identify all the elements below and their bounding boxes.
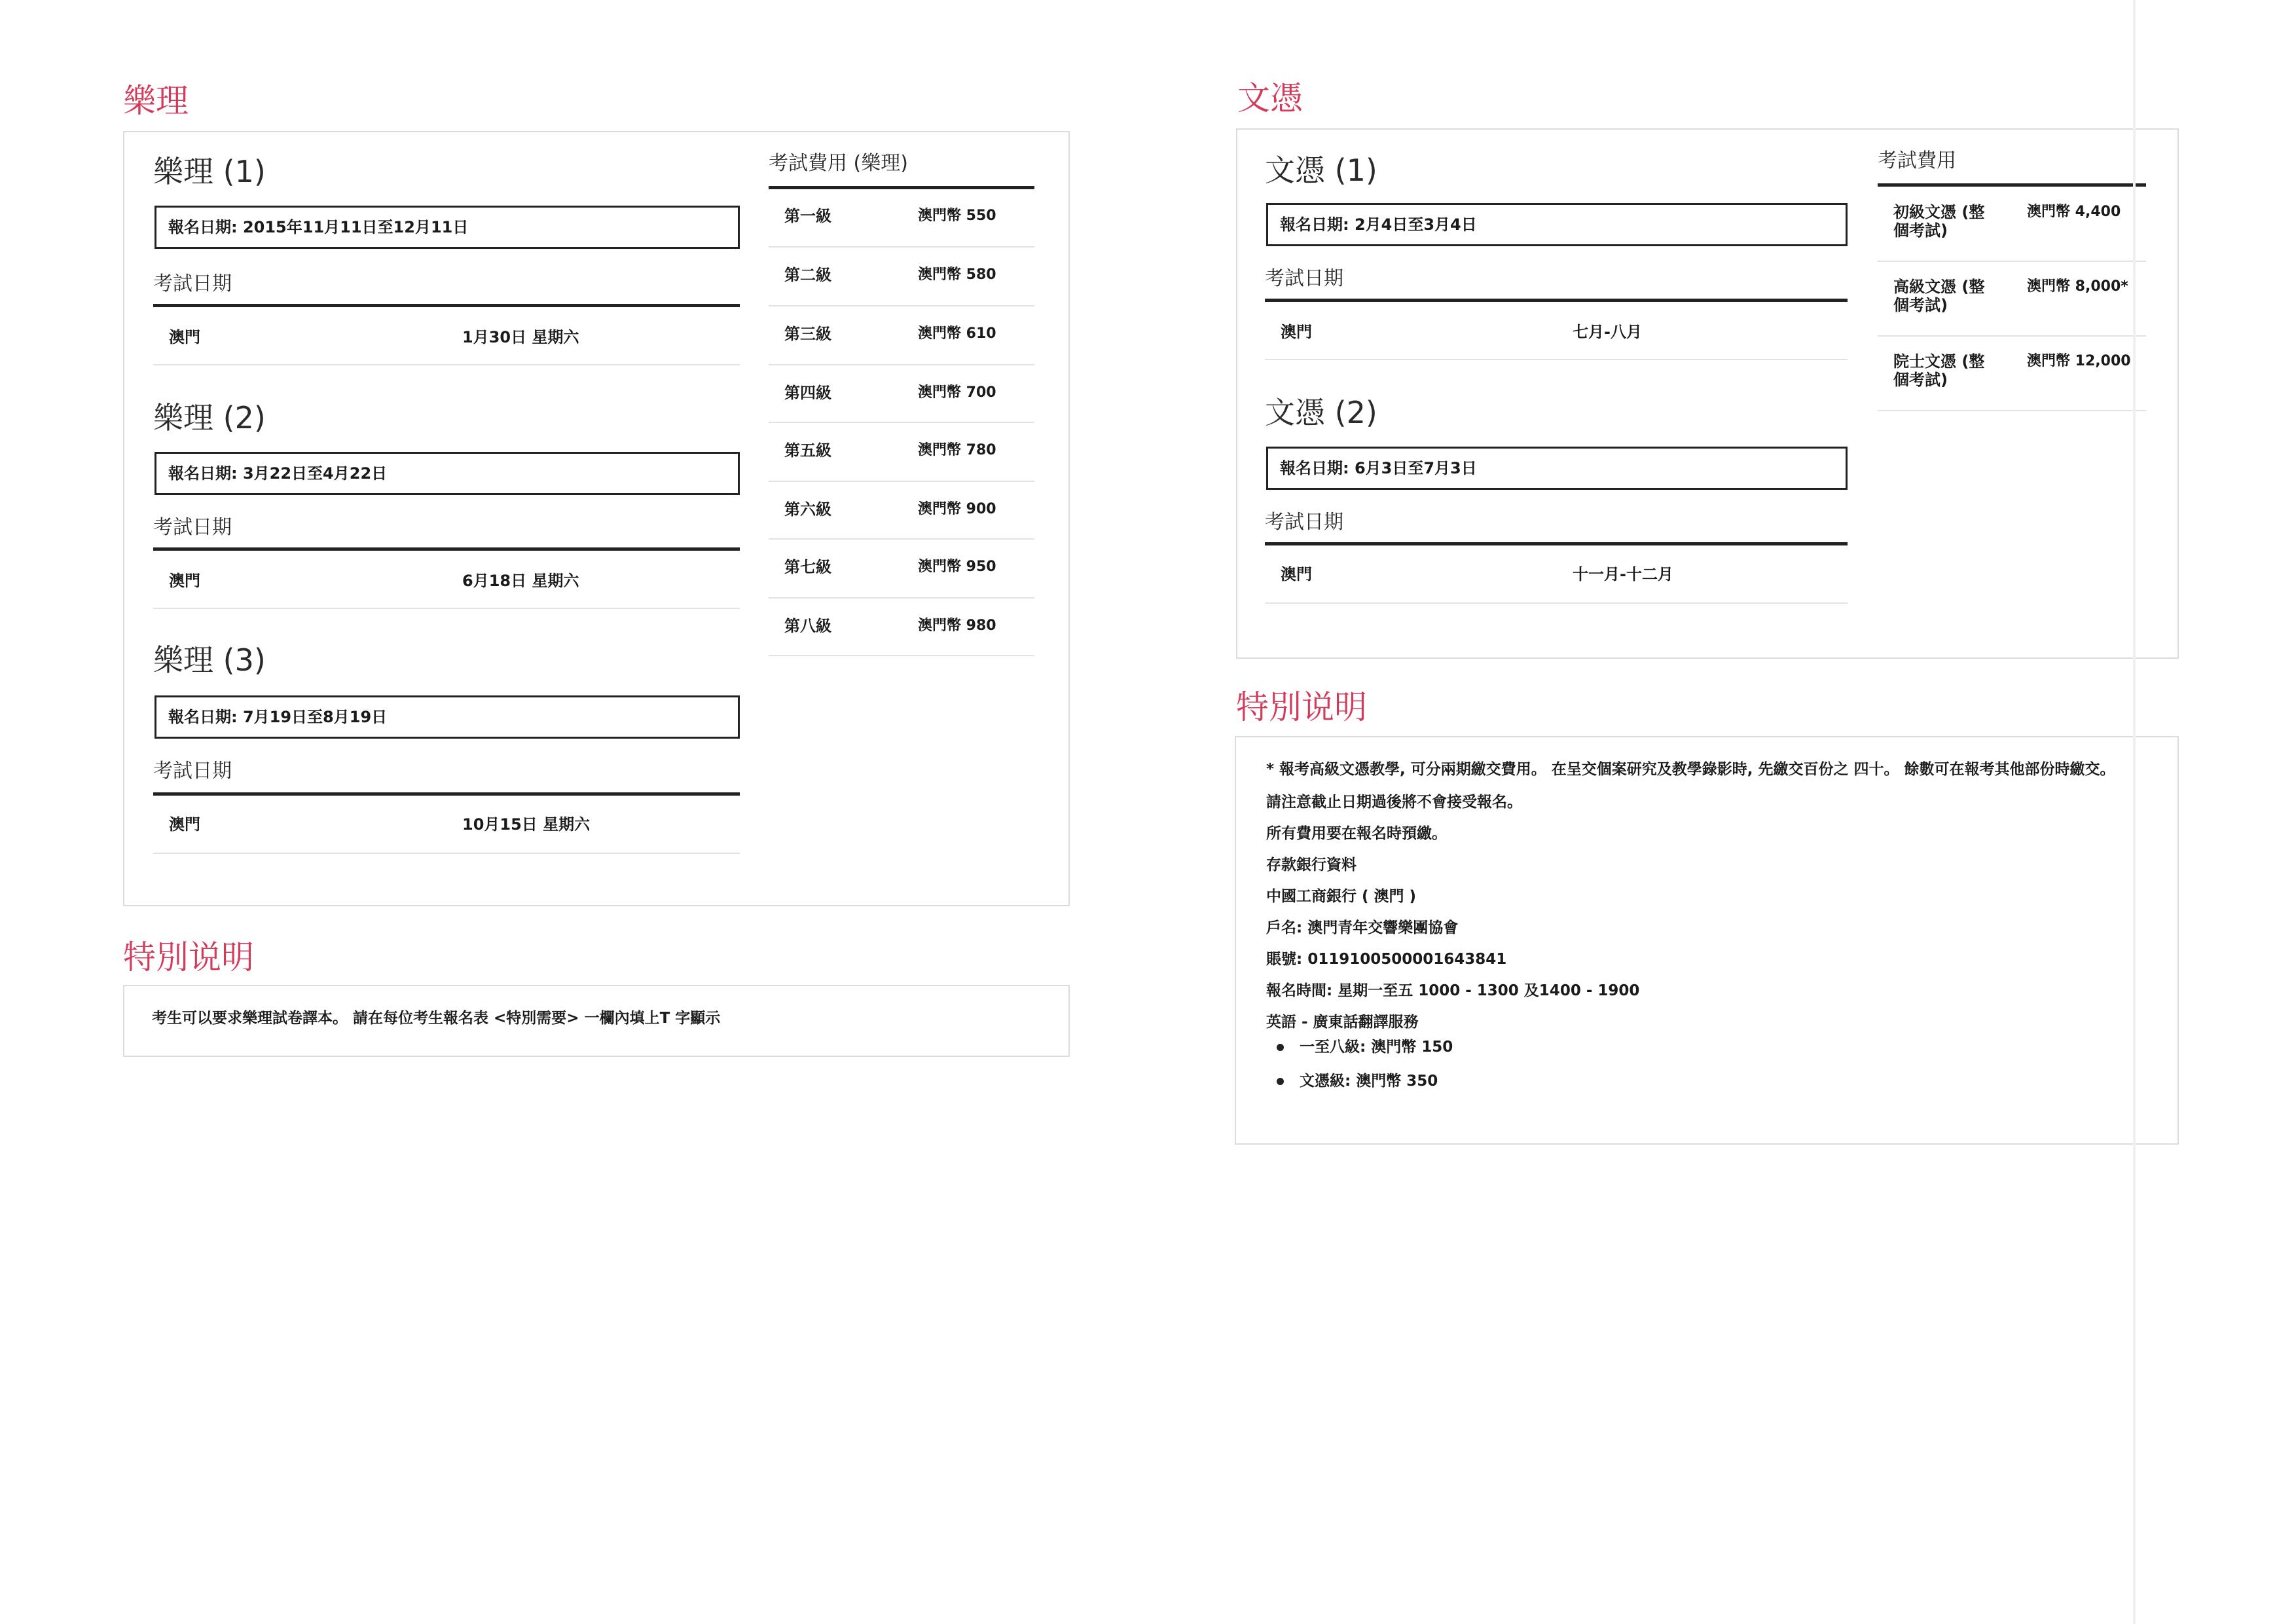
yueli-session-3-registration: 報名日期: 7月19日至8月19日	[155, 695, 740, 739]
bullet-dot-icon	[1277, 1078, 1284, 1085]
yueli-session-3-date: 10月15日 星期六	[462, 815, 591, 834]
fee-label: 第八級	[784, 617, 831, 635]
yueli-session-2-city: 澳門	[169, 572, 200, 590]
note-line: 所有費用要在報名時預繳。	[1266, 825, 1447, 842]
yueli-note-text: 考生可以要求樂理試卷譯本。 請在每位考生報名表 <特別需要> 一欄內填上T 字顯示	[152, 1010, 721, 1027]
divider	[153, 547, 740, 551]
divider	[1878, 183, 2146, 187]
wenping-session-1-title: 文憑 (1)	[1265, 153, 1377, 188]
yueli-session-1-date: 1月30日 星期六	[462, 328, 579, 346]
divider	[769, 305, 1034, 306]
divider	[1878, 335, 2146, 337]
wenping-session-2-date: 十一月-十二月	[1573, 565, 1673, 583]
divider	[1265, 542, 1848, 545]
bullet-text: 文憑級: 澳門幣 350	[1300, 1073, 1438, 1090]
note-line: 戶名: 澳門青年交響樂團協會	[1266, 919, 1459, 936]
yueli-session-1-dates-label: 考試日期	[153, 272, 232, 295]
note-line: * 報考高級文憑教學, 可分兩期繳交費用。 在呈交個案研究及教學錄影時, 先繳交百份之 四十。 餘數可在報考其他部份時繳交。	[1266, 761, 2115, 778]
wenping-session-1-dates-label: 考試日期	[1265, 267, 1343, 290]
yueli-panel	[123, 131, 1070, 906]
fee-value: 澳門幣 4,400	[2027, 204, 2121, 220]
fee-value: 澳門幣 12,000	[2027, 353, 2131, 369]
divider	[769, 655, 1034, 656]
fee-value: 澳門幣 550	[918, 208, 996, 224]
divider	[1265, 359, 1848, 360]
fee-label: 第二級	[784, 266, 831, 284]
yueli-heading: 樂理	[123, 82, 189, 120]
divider	[769, 422, 1034, 423]
yueli-session-3-city: 澳門	[169, 815, 200, 834]
wenping-session-2-title: 文憑 (2)	[1265, 395, 1377, 430]
yueli-session-2-date: 6月18日 星期六	[462, 572, 579, 590]
divider	[769, 538, 1034, 540]
fee-value: 澳門幣 8,000*	[2027, 278, 2128, 295]
yueli-session-2-dates-label: 考試日期	[153, 516, 232, 539]
divider	[153, 853, 740, 854]
fee-value: 澳門幣 950	[918, 559, 996, 575]
fee-label-line-1: 高級文憑 (整	[1893, 278, 1985, 296]
divider	[153, 792, 740, 796]
fee-value: 澳門幣 900	[918, 501, 996, 517]
fee-value: 澳門幣 610	[918, 325, 996, 342]
divider	[769, 246, 1034, 248]
divider	[769, 364, 1034, 365]
fee-label-line-2: 個考試)	[1893, 221, 1948, 240]
fee-label: 第五級	[784, 441, 831, 460]
bullet-item	[1277, 1071, 1438, 1091]
fee-label-line-2: 個考試)	[1893, 296, 1948, 314]
divider	[1265, 602, 1848, 604]
bullet-item	[1277, 1037, 1453, 1057]
divider	[1878, 410, 2146, 411]
yueli-session-3-dates-label: 考試日期	[153, 760, 232, 783]
divider	[769, 186, 1034, 189]
fee-label: 第三級	[784, 325, 831, 343]
wenping-session-2-dates-label: 考試日期	[1265, 511, 1343, 534]
note-line: 賬號: 0119100500001643841	[1266, 951, 1507, 968]
yueli-session-3-title: 樂理 (3)	[153, 642, 266, 678]
fee-value: 澳門幣 580	[918, 267, 996, 283]
fee-label: 第六級	[784, 500, 831, 519]
fee-label-line-2: 個考試)	[1893, 371, 1948, 389]
wenping-notes-heading: 特別说明	[1236, 688, 1367, 726]
bullet-dot-icon	[1277, 1044, 1284, 1051]
note-line: 中國工商銀行 ( 澳門 )	[1266, 888, 1417, 905]
wenping-fees-title: 考試費用	[1878, 149, 1956, 172]
fee-value: 澳門幣 700	[918, 384, 996, 401]
bullet-text: 一至八級: 澳門幣 150	[1300, 1039, 1453, 1056]
divider	[769, 597, 1034, 599]
fee-label: 第一級	[784, 207, 831, 225]
wenping-notes-panel	[1235, 736, 2179, 1145]
note-line: 報名時間: 星期一至五 1000 - 1300 及1400 - 1900	[1266, 982, 1640, 999]
yueli-fees-title: 考試費用 (樂理)	[769, 152, 908, 175]
yueli-notes-panel	[123, 985, 1070, 1057]
page-edge-divider	[2133, 0, 2136, 1624]
fee-value: 澳門幣 980	[918, 618, 996, 634]
wenping-session-1-city: 澳門	[1281, 323, 1312, 341]
wenping-panel	[1236, 128, 2179, 659]
yueli-session-1-registration: 報名日期: 2015年11月11日至12月11日	[155, 206, 740, 249]
yueli-session-1-title: 樂理 (1)	[153, 154, 266, 189]
divider	[153, 364, 740, 365]
divider	[153, 608, 740, 609]
wenping-session-1-date: 七月-八月	[1573, 323, 1642, 341]
divider	[1878, 261, 2146, 262]
fee-value: 澳門幣 780	[918, 442, 996, 458]
fee-label: 第四級	[784, 384, 831, 402]
note-line: 英語 - 廣東話翻譯服務	[1266, 1014, 1419, 1031]
wenping-heading: 文憑	[1237, 79, 1303, 117]
yueli-session-2-registration: 報名日期: 3月22日至4月22日	[155, 452, 740, 495]
wenping-session-1-registration: 報名日期: 2月4日至3月4日	[1266, 203, 1848, 246]
wenping-session-2-city: 澳門	[1281, 565, 1312, 583]
yueli-notes-heading: 特別说明	[123, 938, 254, 976]
note-line: 存款銀行資料	[1266, 857, 1357, 874]
divider	[153, 304, 740, 307]
divider	[1265, 299, 1848, 302]
divider	[769, 481, 1034, 482]
wenping-session-2-registration: 報名日期: 6月3日至7月3日	[1266, 447, 1848, 490]
yueli-session-2-title: 樂理 (2)	[153, 400, 266, 435]
yueli-session-1-city: 澳門	[169, 328, 200, 346]
fee-label: 第七級	[784, 558, 831, 576]
fee-label-line-1: 初級文憑 (整	[1893, 203, 1985, 221]
fee-label-line-1: 院士文憑 (整	[1893, 352, 1985, 371]
note-line: 請注意截止日期過後將不會接受報名。	[1266, 794, 1522, 811]
